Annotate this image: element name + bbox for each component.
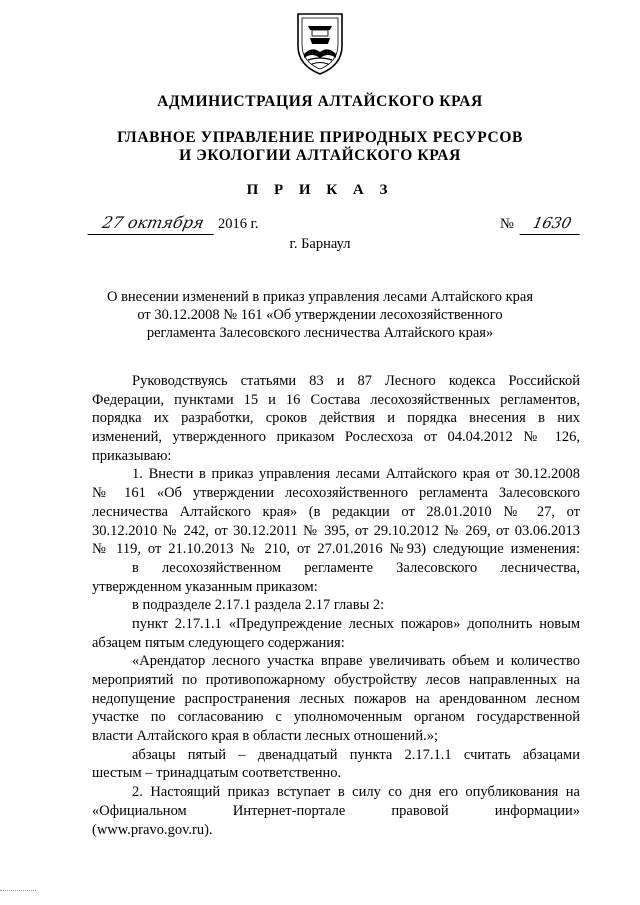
number-sign: №: [500, 216, 514, 232]
body-line: утвержденном указанным приказом:: [92, 578, 318, 595]
page-edge-mark: [0, 890, 36, 891]
body-line: недопущение распространения лесных пожаров на арендованном лесном: [92, 690, 580, 707]
body-line: № 119, от 21.10.2013 № 210, от 27.01.2016 №93) следующие изменения:: [92, 541, 580, 558]
body-line: в лесохозяйственном регламенте Залесовского лесничества,: [132, 559, 580, 576]
body-line: приказываю:: [92, 447, 172, 464]
body-line: Федерации, пунктами 15 и 16 Состава лесохозяйственных регламентов,: [92, 391, 580, 408]
order-date: [90, 212, 290, 238]
body-line: лесничества Алтайского края» (в редакции от 28.01.2010 № 27, от: [92, 503, 580, 520]
altai-coat-of-arms-icon: [290, 8, 350, 76]
department-title-line2: И ЭКОЛОГИИ АЛТАЙСКОГО КРАЯ: [179, 147, 461, 164]
body-line: изменений, утвержденного приказом Рослесхоза от 04.04.2012 № 126,: [92, 429, 580, 446]
document-type-heading: П Р И К А З: [246, 182, 394, 198]
order-number: [500, 212, 590, 238]
body-line: (www.pravo.gov.ru).: [92, 821, 213, 838]
body-line: пункт 2.17.1.1 «Предупреждение лесных пожаров» дополнить новым: [132, 615, 580, 632]
body-line: 2. Настоящий приказ вступает в силу со дня его опубликования на: [132, 784, 580, 801]
body-line: 30.12.2010 № 242, от 30.12.2011 № 395, от 29.10.2012 № 269, от 03.06.2013: [92, 522, 580, 539]
subject-line: регламента Залесовского лесничества Алтайского края»: [146, 325, 494, 341]
administration-title: АДМИНИСТРАЦИЯ АЛТАЙСКОГО КРАЯ: [157, 93, 483, 110]
order-subject: [0, 288, 640, 342]
body-line: в подразделе 2.17.1 раздела 2.17 главы 2:: [132, 597, 385, 614]
city-label: г. Барнаул: [289, 236, 351, 252]
body-line: порядка их разработки, сроков действия и порядка внесения в них: [92, 410, 580, 427]
body-line: Руководствуясь статьями 83 и 87 Лесного кодекса Российской: [132, 373, 580, 389]
body-line: «Арендатор лесного участка вправе увеличивать объем и количество: [132, 653, 580, 670]
order-body: [92, 372, 580, 839]
body-line: власти Алтайского края в области лесных отношений.»;: [92, 728, 438, 745]
body-line: мероприятий по противопожарному обустройству лесов направленных на: [92, 672, 580, 688]
handwritten-number: 1630: [520, 212, 585, 235]
body-line: «Официальном Интернет-портале правовой информации»: [92, 802, 580, 819]
date-year: 2016 г.: [218, 216, 259, 232]
handwritten-date: 27 октября: [88, 212, 219, 235]
subject-line: от 30.12.2008 № 161 «Об утверждении лесохозяйственного: [137, 307, 503, 323]
department-title-line1: ГЛАВНОЕ УПРАВЛЕНИЕ ПРИРОДНЫХ РЕСУРСОВ: [117, 129, 523, 146]
body-line: 1. Внести в приказ управления лесами Алтайского края от 30.12.2008: [132, 466, 580, 483]
body-line: участке по согласованию с уполномоченным органом государственной: [92, 709, 580, 726]
body-line: шестым – тринадцатым соответственно.: [92, 765, 342, 782]
body-line: абзацы пятый – двенадцатый пункта 2.17.1.1 считать абзацами: [132, 746, 580, 763]
body-line: абзацем пятым следующего содержания:: [92, 634, 345, 651]
body-line: № 161 «Об утверждении лесохозяйственного регламента Залесовского: [92, 485, 580, 502]
subject-line: О внесении изменений в приказ управления лесами Алтайского края: [106, 289, 534, 305]
